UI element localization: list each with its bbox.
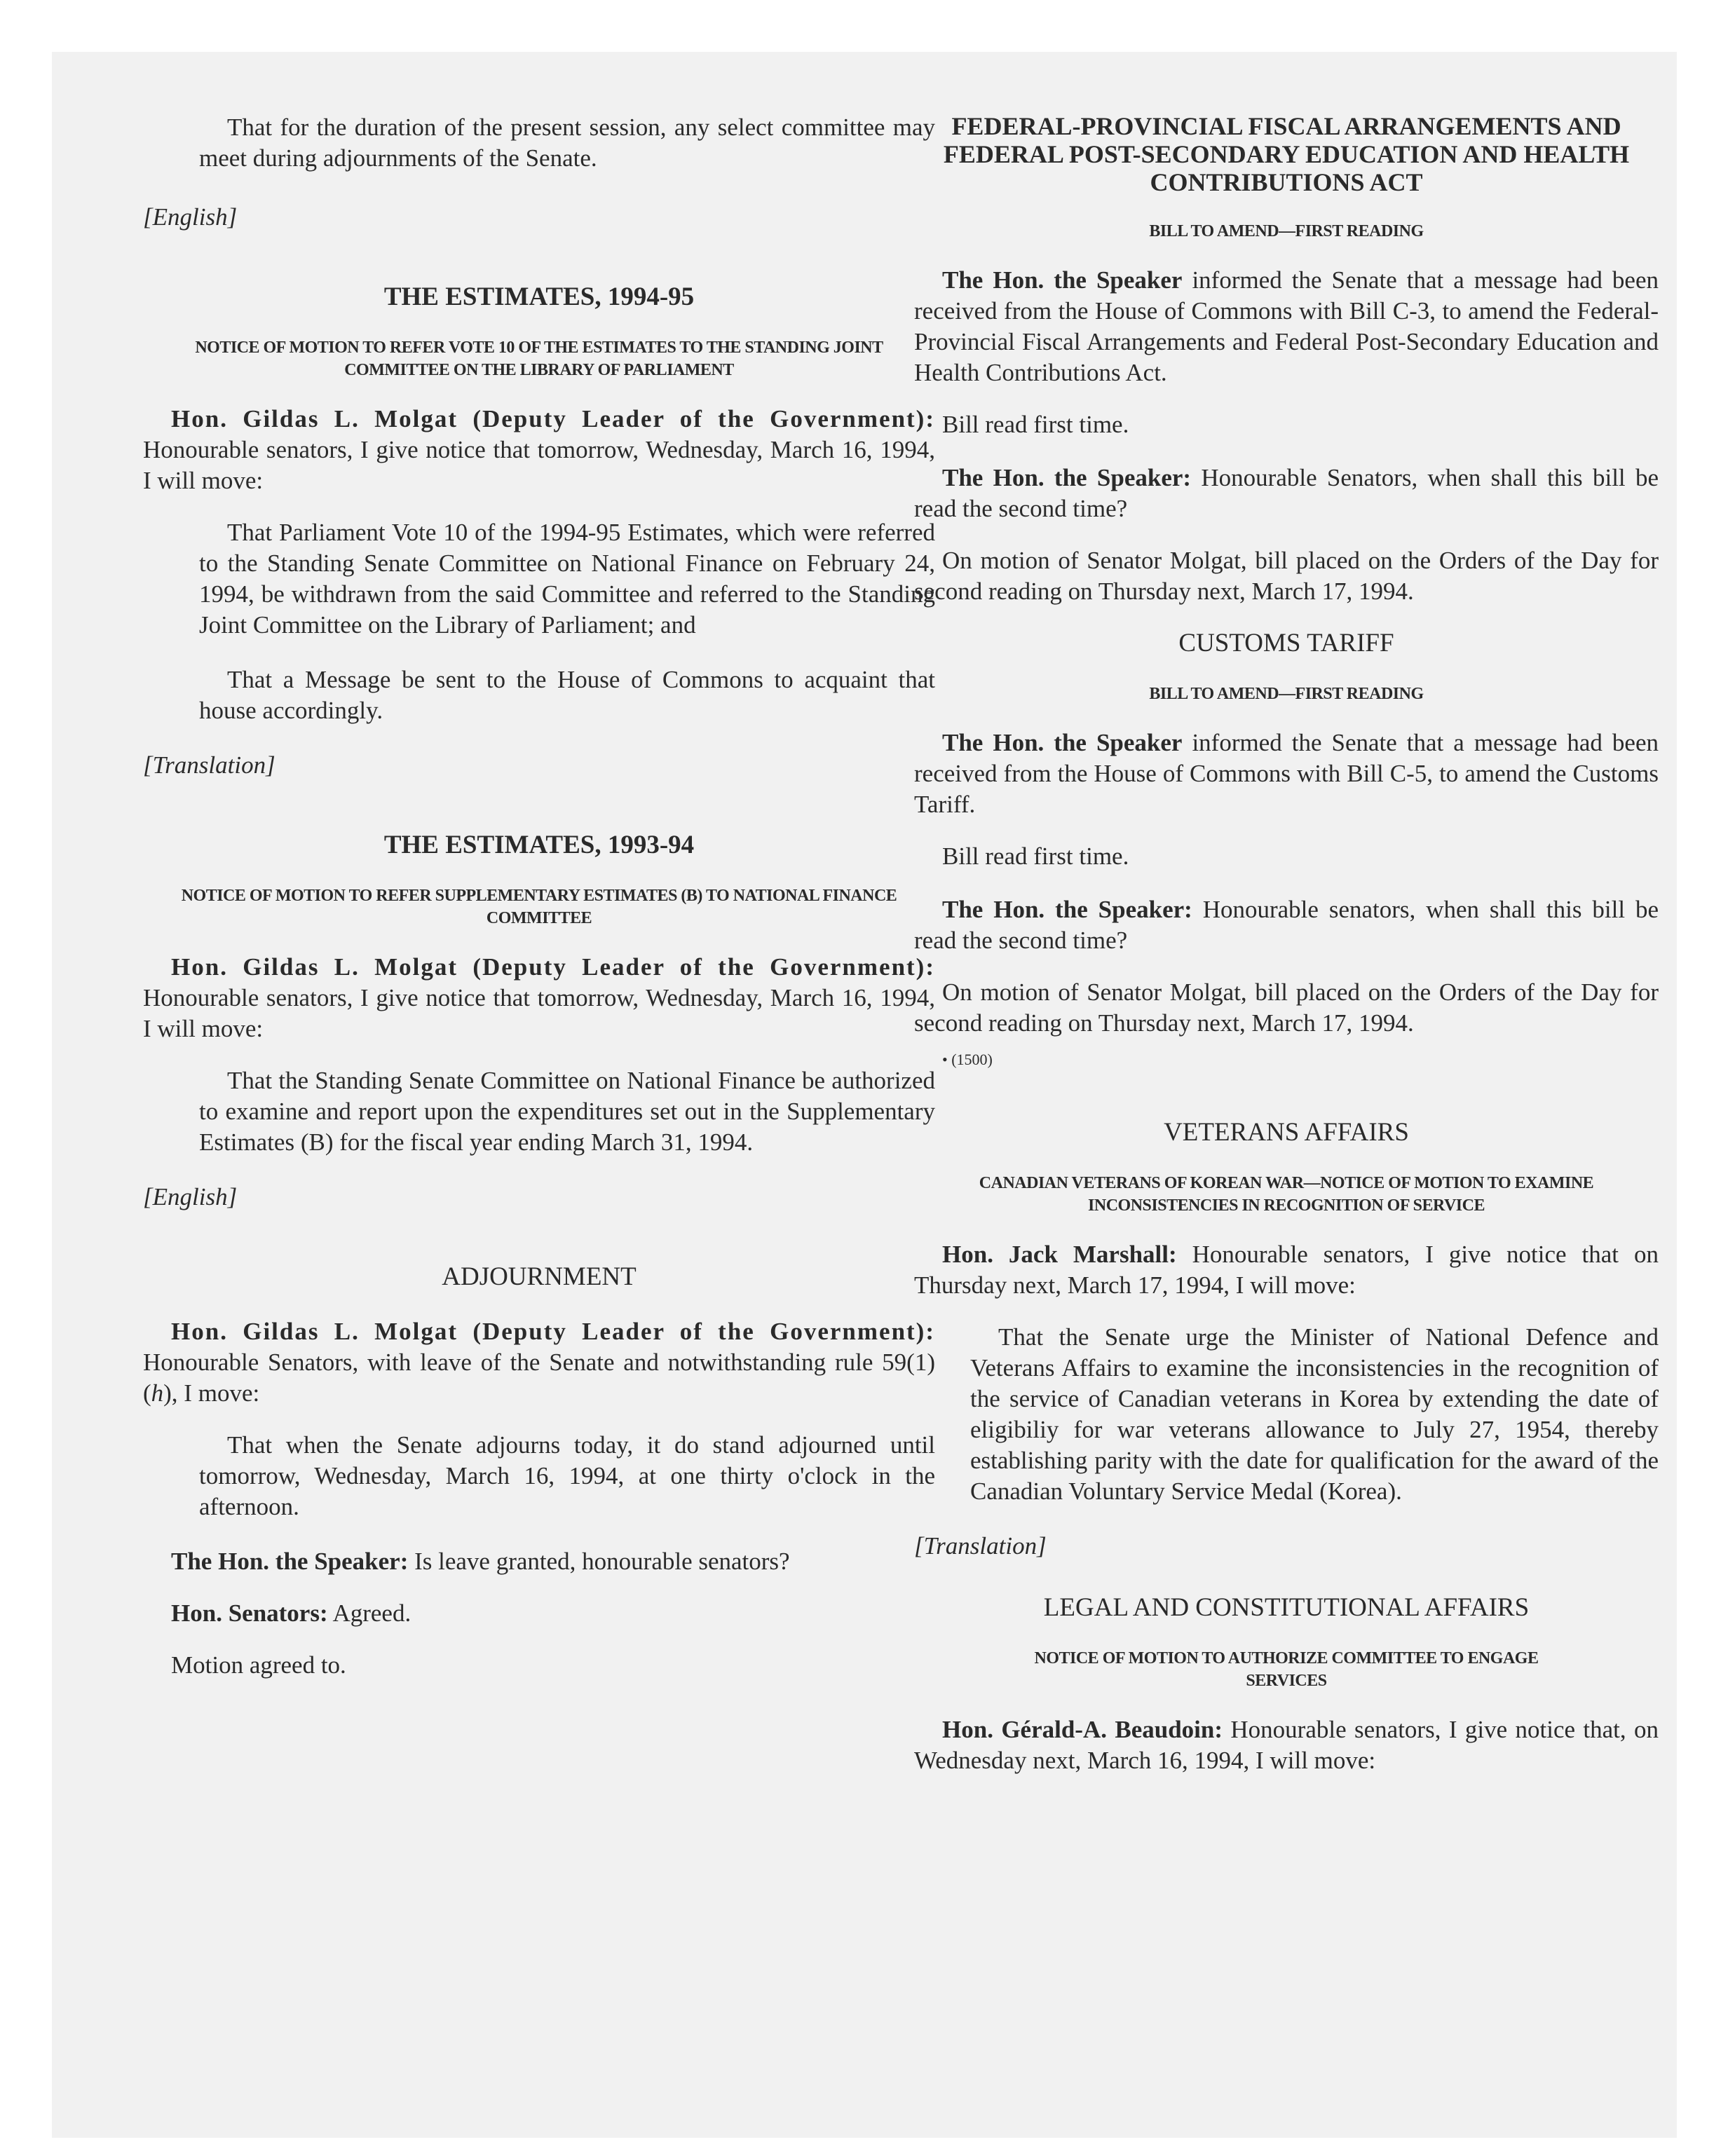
speech-text: Honourable senators, I give notice that on Thursday next, March 17, 1994, I will move:: [914, 1241, 1659, 1299]
speaker-name: Hon. Gildas L. Molgat (Deputy Leader of the Government):: [171, 1318, 935, 1345]
speech-paragraph: [143, 1316, 935, 1409]
speech-text: informed the Senate that a message had been received from the House of Commons with Bill C-3, to amend the Federal-Provincial Fiscal Arrangements and Federal Post-Secondary Education and Health Contributions Act.: [914, 266, 1659, 386]
section-title: FEDERAL-PROVINCIAL FISCAL ARRANGEMENTS AND FEDERAL POST-SECONDARY EDUCATION AND HEALTH CONTRIBUTIONS ACT: [943, 112, 1630, 196]
section-title: CUSTOMS TARIFF: [1178, 629, 1394, 657]
speech-paragraph: [143, 952, 935, 1044]
reading-line: Bill read first time.: [942, 842, 1129, 870]
motion-quote: That when the Senate adjourns today, it do stand adjourned until tomorrow, Wednesday, March 16, 1994, at one thirty o'clock in the afternoon.: [199, 1431, 935, 1520]
speech-text: Honourable Senators, when shall this bill be read the second time?: [914, 464, 1659, 522]
motion-quote: That the Senate urge the Minister of National Defence and Veterans Affairs to examine the inconsistencies in the recognition of the service of Canadian veterans in Korea by extending the date of eligibiliy for war veterans allowance to July 27, 1954, thereby establishing parity with the date for qualification for the award of the Canadian Voluntary Service Medal (Korea).: [970, 1323, 1659, 1505]
section-subtitle: BILL TO AMEND—FIRST READING: [1149, 222, 1424, 240]
speech-text: informed the Senate that a message had been received from the House of Commons with Bill C-5, to amend the Customs Tariff.: [914, 729, 1659, 818]
speaker-name: Hon. Gérald-A. Beaudoin:: [942, 1716, 1223, 1743]
speech-text: Honourable senators, I give notice that, on Wednesday next, March 16, 1994, I will move:: [914, 1716, 1659, 1774]
section-title: LEGAL AND CONSTITUTIONAL AFFAIRS: [1043, 1593, 1530, 1622]
speaker-name: Hon. Jack Marshall:: [942, 1241, 1177, 1268]
language-tag: [Translation]: [143, 751, 275, 779]
section-title: ADJOURNMENT: [442, 1262, 637, 1291]
speaker-name: Hon. Gildas L. Molgat (Deputy Leader of the Government):: [171, 405, 935, 432]
motion-quote: That a Message be sent to the House of Commons to acquaint that house accordingly.: [199, 666, 935, 724]
closing-line: Motion agreed to.: [171, 1651, 346, 1679]
speech-text: Agreed.: [332, 1599, 411, 1627]
speech-text: Is leave granted, honourable senators?: [414, 1548, 790, 1575]
speech-paragraph: [143, 1598, 935, 1629]
section-subtitle: BILL TO AMEND—FIRST READING: [1149, 685, 1424, 703]
left-column: [143, 112, 935, 1703]
speech-text: ), I move:: [163, 1379, 260, 1407]
speaker-name: The Hon. the Speaker: [942, 266, 1183, 294]
right-column: [914, 112, 1659, 1797]
speech-paragraph: [914, 728, 1659, 820]
section-title: THE ESTIMATES, 1994-95: [383, 282, 695, 311]
speech-text: Honourable senators, I give notice that tomorrow, Wednesday, March 16, 1994, I will move:: [143, 984, 935, 1042]
language-tag: [English]: [143, 1183, 238, 1210]
speaker-name: Hon. Senators:: [171, 1599, 328, 1627]
speech-paragraph: [143, 1546, 935, 1577]
section-title: THE ESTIMATES, 1993-94: [383, 831, 695, 859]
speech-text: Honourable senators, I give notice that tomorrow, Wednesday, March 16, 1994, I will move:: [143, 436, 935, 494]
speaker-name: The Hon. the Speaker:: [171, 1548, 409, 1575]
speech-paragraph: [914, 1714, 1659, 1776]
speaker-name: The Hon. the Speaker:: [942, 896, 1192, 923]
intro-quote: That for the duration of the present session, any select committee may meet during adjournments of the Senate.: [199, 114, 935, 172]
timestamp-marker: • (1500): [942, 1051, 993, 1068]
motion-quote: That Parliament Vote 10 of the 1994-95 Estimates, which were referred to the Standing Senate Committee on National Finance on February 24, 1994, be withdrawn from the said Committee and referred to the Standing Joint Committee on the Library of Parliament; and: [199, 519, 935, 639]
speech-paragraph: [143, 404, 935, 496]
speech-paragraph: [914, 1239, 1659, 1301]
speaker-name: Hon. Gildas L. Molgat (Deputy Leader of the Government):: [171, 953, 935, 981]
speech-paragraph: [914, 463, 1659, 524]
language-tag: [English]: [143, 203, 238, 231]
speaker-name: The Hon. the Speaker: [942, 729, 1183, 756]
motion-quote: That the Standing Senate Committee on National Finance be authorized to examine and report upon the expenditures set out in the Supplementary Estimates (B) for the fiscal year ending March 31, 1994.: [199, 1067, 935, 1156]
speech-paragraph: [914, 265, 1659, 388]
motion-paragraph: On motion of Senator Molgat, bill placed on the Orders of the Day for second reading on Thursday next, March 17, 1994.: [914, 547, 1659, 605]
speech-text: Honourable senators, when shall this bill be read the second time?: [914, 896, 1659, 954]
motion-paragraph: On motion of Senator Molgat, bill placed on the Orders of the Day for second reading on Thursday next, March 17, 1994.: [914, 978, 1659, 1037]
speaker-name: The Hon. the Speaker:: [942, 464, 1192, 491]
rule-letter: h: [151, 1379, 164, 1407]
reading-line: Bill read first time.: [942, 411, 1129, 438]
speech-text: Honourable Senators, with leave of the Senate and notwithstanding rule 59(1)(: [143, 1349, 935, 1407]
section-subtitle: NOTICE OF MOTION TO AUTHORIZE COMMITTEE TO ENGAGE SERVICES: [1034, 1649, 1539, 1690]
section-subtitle: NOTICE OF MOTION TO REFER SUPPLEMENTARY ESTIMATES (B) TO NATIONAL FINANCE COMMITTEE: [181, 887, 897, 927]
language-tag: [Translation]: [914, 1532, 1047, 1560]
section-title: VETERANS AFFAIRS: [1164, 1118, 1409, 1147]
section-subtitle: CANADIAN VETERANS OF KOREAN WAR—NOTICE OF MOTION TO EXAMINE INCONSISTENCIES IN RECOGNITION OF SERVICE: [979, 1174, 1594, 1215]
page: [52, 52, 1677, 2138]
section-subtitle: NOTICE OF MOTION TO REFER VOTE 10 OF THE ESTIMATES TO THE STANDING JOINT COMMITTEE ON THE LIBRARY OF PARLIAMENT: [195, 339, 883, 379]
speech-paragraph: [914, 894, 1659, 956]
